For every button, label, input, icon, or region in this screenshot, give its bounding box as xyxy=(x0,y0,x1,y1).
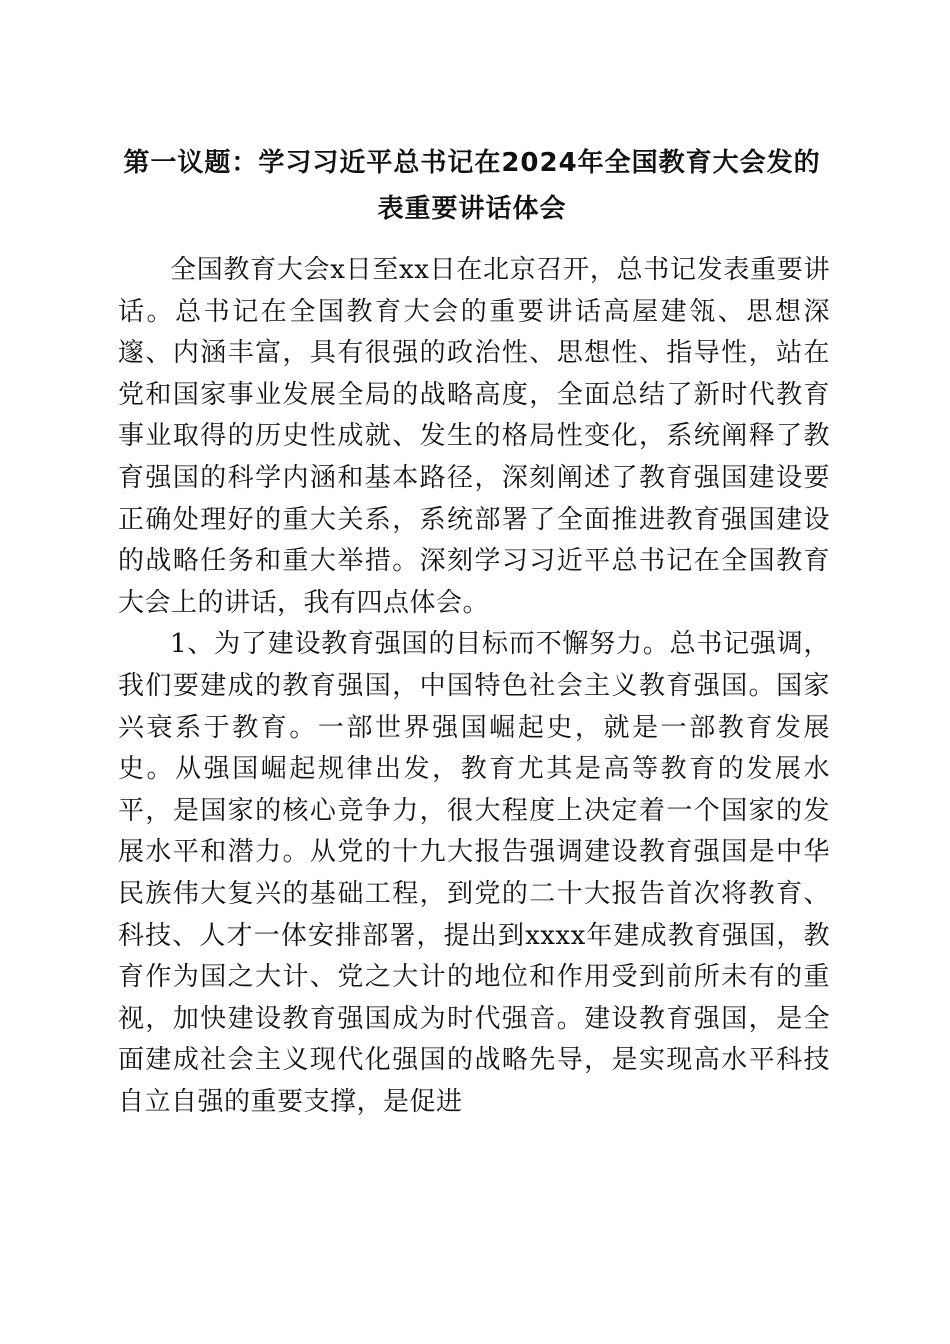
document-body xyxy=(118,250,830,1123)
document-title: 第一议题：学习习近平总书记在2024年全国教育大会发的表重要讲话体会 xyxy=(123,148,821,224)
paragraph-intro: 全国教育大会x日至xx日在北京召开，总书记发表重要讲话。总书记在全国教育大会的重要讲话高屋建瓴、思想深邃、内涵丰富，具有很强的政治性、思想性、指导性，站在党和国家事业发展全局的战略高度，全面总结了新时代教育事业取得的历史性成就、发生的格局性变化，系统阐释了教育强国的科学内涵和基本路径，深刻阐述了教育强国建设要正确处理好的重大关系，系统部署了全面推进教育强国建设的战略任务和重大举措。深刻学习习近平总书记在全国教育大会上的讲话，我有四点体会。 xyxy=(118,255,830,618)
paragraph-point-1: 1、为了建设教育强国的目标而不懈努力。总书记强调，我们要建成的教育强国，中国特色社会主义教育强国。国家兴衰系于教育。一部世界强国崛起史，就是一部教育发展史。从强国崛起规律出发，教育尤其是高等教育的发展水平，是国家的核心竞争力，很大程度上决定着一个国家的发展水平和潜力。从党的十九大报告强调建设教育强国是中华民族伟大复兴的基础工程，到党的二十大报告首次将教育、科技、人才一体安排部署，提出到xxxx年建成教育强国，教育作为国之大计、党之大计的地位和作用受到前所未有的重视，加快建设教育强国成为时代强音。建设教育强国，是全面建成社会主义现代化强国的战略先导，是实现高水平科技自立自强的重要支撑，是促进 xyxy=(118,629,830,1117)
